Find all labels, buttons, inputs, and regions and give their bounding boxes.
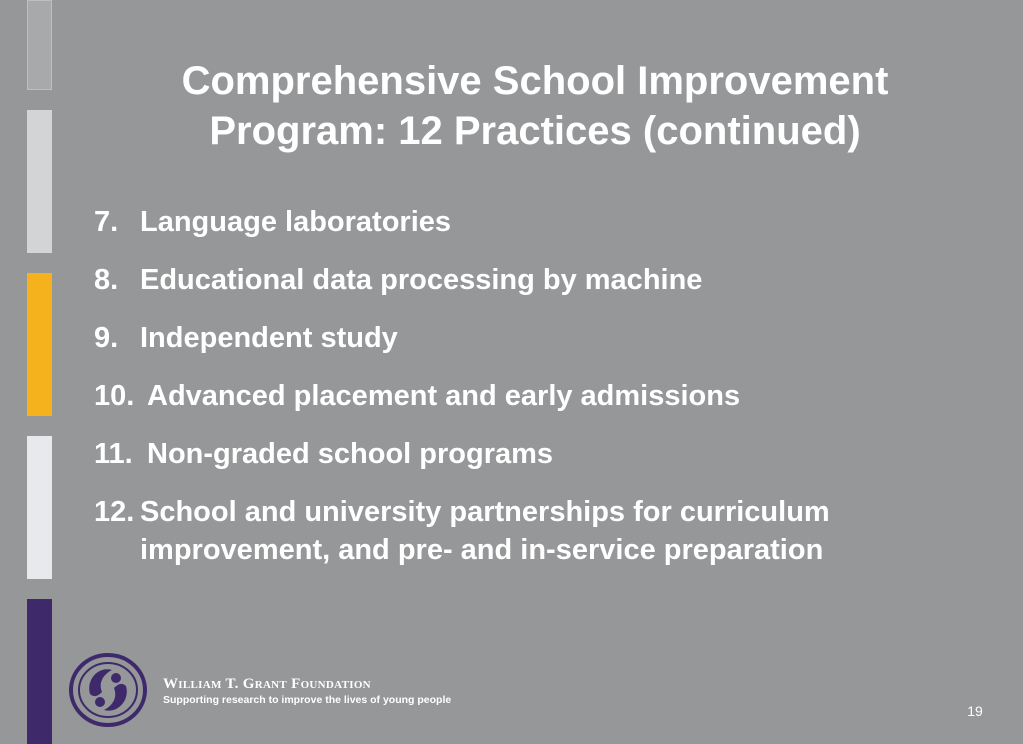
decorative-bar-purple bbox=[27, 599, 52, 744]
organization-name: William T. Grant Foundation bbox=[163, 676, 371, 692]
list-item-text: Advanced placement and early admissions bbox=[147, 380, 741, 412]
decorative-bar-gold bbox=[27, 273, 52, 416]
list-item-number: 12. bbox=[94, 496, 143, 528]
decorative-bar-top bbox=[27, 0, 52, 90]
list-item bbox=[94, 261, 974, 299]
list-item-number: 7. bbox=[94, 206, 135, 238]
list-item-text: Educational data processing by machine bbox=[140, 264, 703, 296]
list-item bbox=[94, 319, 974, 357]
practices-list bbox=[94, 203, 974, 589]
slide-title-line-1: Comprehensive School Improvement bbox=[181, 59, 889, 103]
foundation-logo-icon bbox=[68, 652, 148, 728]
list-item bbox=[94, 377, 974, 415]
list-item bbox=[94, 493, 974, 569]
list-item-text: Independent study bbox=[140, 322, 398, 354]
list-item-number: 11. bbox=[94, 438, 141, 470]
list-item-number: 9. bbox=[94, 322, 135, 354]
decorative-bar-gray bbox=[27, 110, 52, 253]
organization-tagline: Supporting research to improve the lives of young people bbox=[163, 694, 452, 706]
page-number: 19 bbox=[967, 703, 983, 719]
list-item-text: Non-graded school programs bbox=[147, 438, 554, 470]
slide-title bbox=[70, 56, 1000, 156]
list-item-number: 8. bbox=[94, 264, 135, 296]
decorative-bar-light bbox=[27, 436, 52, 579]
list-item bbox=[94, 435, 974, 473]
list-item-number: 10. bbox=[94, 380, 143, 412]
slide-title-line-2: Program: 12 Practices (continued) bbox=[209, 109, 861, 153]
list-item-text: Language laboratories bbox=[140, 206, 452, 238]
list-item-text: School and university partnerships for curriculum improvement, and pre- and in-service preparation bbox=[140, 496, 830, 566]
list-item bbox=[94, 203, 974, 241]
